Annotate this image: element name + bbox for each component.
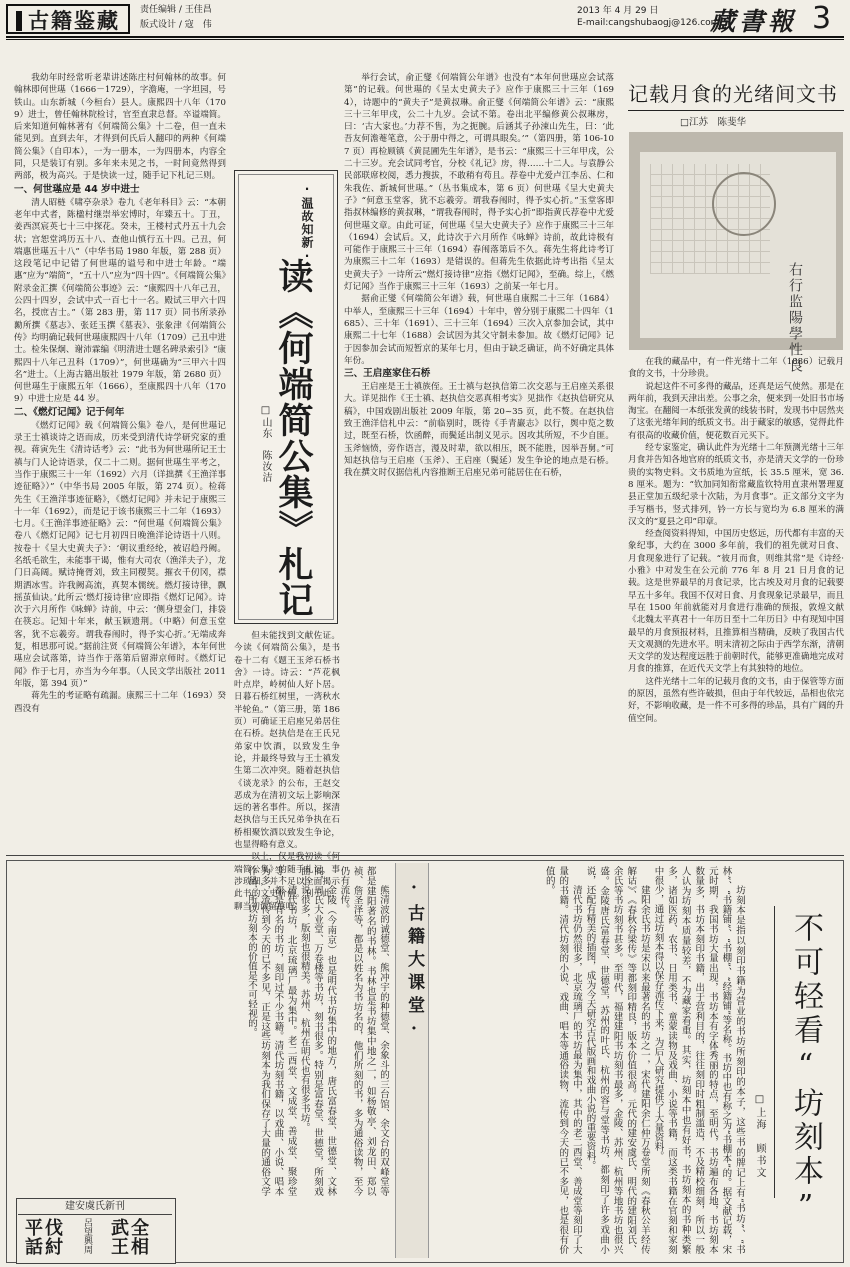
paragraph: 但未能找到文献佐证。今读《何端简公集》，是书卷十二有《题王玉斧石桥书舍》一诗。诗云：“芦花枫叶点岸，岭树仙人好卜居。日暮石桥红树里，一湾秋水半轮鱼。”（第三册，第 186 页）可确证王启座兄弟居住在石桥。赵执信是在王氏兄弟家中饮酒，以致发生争论，并最终导致与王士禛发生第二次冲突。随着赵执信《谈龙录》的公布，王赵交恶成为在清初文坛上影响深远的著名事件。所以，探清赵执信与王氏兄弟争执在石桥相聚饮酒以致发生争论，也显得略有意义。	[234, 631, 340, 851]
paragraph: 经专家鉴定，确认此件为光绪十二年预测光绪十三年月食并告知各地官府的纸质文书，亦是清天文学的一份珍贵的实物史料。文书质地为宣纸，长 35.5 厘米，宽 36.8 厘米。题为：“钦加同知衔常藏监钦特用直隶州署理夏县正堂加五级纪录十次陆，为月食事”。正文部分文字为手写楷书，竖式排列，钤一方长与宽均为 6.8 厘米的满汉文的“夏县之印”印章。	[628, 443, 844, 527]
illustration-header: 建安虞氏新刊	[18, 1200, 172, 1215]
bottom-left-text	[22, 866, 390, 1196]
section-name: 古籍鉴藏	[28, 9, 120, 33]
bottom-right-text	[434, 866, 746, 1254]
main-article-column-2	[344, 72, 614, 852]
issue-date: 2013 年 4 月 29 日	[577, 6, 659, 16]
side-article-title: 记载月食的光绪间文书	[628, 82, 838, 106]
classroom-title: ·古籍大课堂·	[404, 878, 424, 1045]
side-article-body	[628, 356, 844, 852]
paragraph: 王启座是王士禛族侄。王士禛与赵执信第二次交恶与王启座关系很大。详见拙作《王士禛、赵执信交恶真相考实》见拙作《赵执信研究从稿》，中国戏剧出版社 2009 年版，第 20~35 页，此不赘。在赵执信致王渔洋信札中云：“前临别时，既待《手青巖志》以行，舆中览之数过，既至石桥，饮函醉，而鬓延出制义见示。因攻其所短，不少自匪。玉斧恼愤，旁作语言，漫及时辈，欲以相压，既不能胜，因举吾舅。”可知赵执信与王启座（玉斧）、王启座（鬓延）发生争论的地点是石桥。我在撰文时仅据信札内容推断王启座兄弟可能居住在石桥，	[344, 382, 614, 479]
paragraph: 举行会试，俞正燮《何端简公年谱》也没有“本年何世璂应会试落第”的记载。何世璂的《呈太史黄夫子》应作于康熙三十三年（1694），诗题中的“黄夫子”是黄叔琳。俞正燮《何端简公年谱》云：“康熙三十三年甲戌，公二十九岁。会试不第。卷出北平编修黄公叔琳房，曰：‘古大家也。’力荐不售，为之扼腕。后涵其子孙涑山先生，曰：‘此吾友何澹菴笔意，公于册中得之，可谓具眼矣。’”（第四册，第 106-107 页）再检顾镇《黄昆圃先生年谱》，是书云：“康熙三十三年甲戌，公二十三岁。充会试同考官，分校《礼记》房，得……十二人。与袁静公民部联席校阅，悉力搜拔，不敢稍有苟且。荐卷中尤爱卢江李岳、仁和朱我佐、新城何世璂。”（丛书集成本，第 6 页）何世璂《呈大史黄夫子》“何意玉堂客，犹不忘羲旁。谓我春闱时，得予实心折。”玉堂客即指叔林编修的黄叔琳，“谓我春闱时，得予实心折”即指黄氏荐卷中尤爱何世璂文章。由此可证，何世璂《呈大史黄夫子》应作于康熙三十三年（1694）会试后。又，此诗次于六月所作《咏蝉》诗前，故此诗极有可能作于康熙三十三年（1694）春闱落第后不久。蒋先生将此诗考订为康熙三十二年（1693）是错误的。但蒋先生依据此诗考出指《呈太史黄夫子》一诗所云“燃灯接诗律”应指《燃灯记闻》，至确。综上，《燃灯记闻》当作于康熙三十三年（1693）之前某一年七月。	[344, 73, 614, 293]
main-article-column-3	[234, 630, 340, 912]
side-article-author: □江苏 陈斐华	[680, 117, 746, 128]
contact-email: E-mail:cangshubaogj@126.com	[577, 18, 720, 28]
bottom-divider	[6, 855, 844, 856]
paragraph: 据俞正燮《何端简公年谱》载，何世璂自康熙二十三年（1684）中举人，至康熙三十三年（1694）十年中，曾分别于康熙二十四年（1685）、三十年（1691）、三十三年（1694）三次入京参加会试，其中康熙二十七年（1688）会试因为其父守制未参加。故《燃灯记闻》记于因参加会试而短暂京的某年七月，但由于缺乏确证，尚不好确定具体年份。	[344, 294, 614, 366]
header-divider-thin	[6, 39, 844, 40]
paragraph: 金陵（今南京）也是明代书坊集中的地方，唐氏富春堂、世德堂、文林阁，周氏大业堂、万卷楼等书坊，刻书很多。特别是富春堂、世德堂，所刻戏曲小说很多，版刻也很精美。苏州、杭州在明代也有很多书坊。	[298, 866, 337, 1196]
title-underline	[628, 110, 844, 111]
main-article-author: □山东 陈汝洁	[260, 405, 271, 483]
paragraph: 清人昭梿《啸亭杂录》卷九《老年科目》云：“本朝老年中式者，陈楹村继崇举宏博时，年臻五十。丁丑，姜西溟宸英七十三中探花。癸未，王楼村式丹五十九会状；宫恕堂鸿历五十八、查他山慎行五十四。己丑，何端惠世璂五十八”（中华书局 1980 年版，第 288 页）这段笔记中记错了何世璂的谥号和中进士年龄。“端惠”应为“端简”，“五十八”应为“四十四”。《何端简公集》附录金汇撰《何端简公事迹》云：“康熙四十八年己丑，公四十四岁，会试中式一百七十一名。殿试三甲六十四名，授庶吉士。”（第 283 册，第 117 页）同书所录孙勷所撰《墓志》、张廷玉撰《墓表》、张象津《何端简公传》均明确记载何世璂康熙四十八年（1709）己丑中进士。检朱保炯、谢沛霖编《明清进士题名碑录索引》“康熙四十八年己丑科（1709）”，何世璂确为“三甲六十四名”进士。（上海古籍出版社 1979 年版，第 2680 页）何世璂生于康熙五年（1666），至康熙四十八年（1709）中进士应是 44 岁。	[14, 197, 226, 405]
bottom-article-title: 不可轻看“坊刻本”	[788, 912, 823, 1228]
main-article-title: 读《何端简公集》札记	[273, 258, 314, 618]
masthead-block-icon	[16, 11, 22, 31]
seal-stamp-icon	[712, 172, 776, 236]
illustration-title-right: 全相武王	[108, 1218, 149, 1256]
paragraph: 建阳余氏书坊是宋以来最著名的书坊之一，宋代建阳余仁仲万卷堂所刻《春秋公羊经传解诂》、《春秋谷梁传》等都刻印精良，版本价值很高。元代的建安虞氏、明代的建阳刘氏、余氏等书坊刻书甚多。至明代，福建建阳书坊刻书最多，金陵、苏州、杭州等地书坊也很兴盛。金陵唐氏富春堂、世德堂，苏州的叶氏、杭州的容与堂等书坊，都刻印了许多戏曲小说，还配有精美的插图，成为今天研究古代版画和戏曲小说的重要资料。	[584, 866, 650, 1254]
paragraph: 以上，仅是我初读《何端简公集》的随手札记，事涉琐细，并不足以全面揭示此书的文史价值。刊于此，聊当初读留痕吧。	[234, 852, 340, 912]
column-kicker: ·温故知新·	[300, 182, 314, 264]
editors-credit	[140, 3, 212, 33]
paragraph: 熊清波的诚德堂、熊冲宇的种德堂、余象斗的三台馆、余文台的双峰堂等都是建阳著名的书林。书林也是书坊集中地之一，如杨敬亭、刘龙田、郑以祯、詹圣泽等，都是以姓名为书坊名的，他们所刻的书，多为通俗读物，至今仍有流传。	[338, 866, 389, 1196]
paragraph: 清代书坊仍然很多，北京琉璃厂的书坊最为集中，其中的老二酉堂、善成堂等刻印了大量的书籍。清代坊刻的小说、戏曲、唱本等通俗读物，流传到今天的已不多见，也是很有价值的。	[543, 866, 582, 1254]
section-masthead	[6, 4, 130, 34]
designer-line: 版式设计 / 寇 伟	[140, 20, 212, 30]
paragraph: 蒋先生的考证略有疏漏。康熙三十二年（1693）癸酉没有	[14, 691, 226, 714]
illustration-title-left: 伐紂平話	[22, 1218, 63, 1256]
paragraph: 我幼年时经常听老辈讲述陈庄村何翰林的故事。何翰林即何世璂（1666－1729），字澹庵，一字坦园，号铁山。山东新城（今桓台）县人。康熙四十八年（1709）进士，曾任翰林院检讨，官至直隶总督。卒谥端简。后来知道何翰林著有《何端简公集》十二卷，但一直未能见到。直到去年，才得到何氏后人翻印的两种《何端简公集》（自印本），一为一册本，一为四册本，内容全同，只是装订有别。多年来未见之书，一时间竟然得到两部，极为高兴。于是快读一过，随手记下札记三则。	[14, 73, 226, 182]
main-article-column-1	[14, 72, 226, 852]
paragraph: 《燃灯记闻》载《何端简公集》卷八，是何世璂记录王士禛谈诗之语而成，历来受到清代诗学研究家的重视。蒋寅先生《清诗话考》云：“此书为何世璂所记王士禛与门人论诗语录，仅二十二则。据何世璂生平考之，当作于康熙三十一年（1692）六月（详拙撰《王渔洋事迹征略》）”（中华书局 2005 年版，第 274 页）。检蒋先生《王渔洋事迹征略》，《燃灯记闻》并未记于康熙三十一年（1692），而是记于该书康熙三十二年（1693）七月。《王渔洋事迹征略》云：“何世璂《何端简公集》卷八《燃灯记闻》记七月初四日晚渔洋论诗语十八则。按卷十《呈大史黄夫子》：‘朝议重经纶，被诏趋丹阙。名纸毛欲生，未能事干谒，惟有大司农（渔洋夫子），龙门日高阔。赋诗掩胥刘，致主同稷契。摧衣千仞冈，襟期洒冰雪。许我阙高流，真契本儒统。燃灯接诗律，飘摇茧仙诀。’此所云‘燃灯接诗律’应即指《燃灯记闻》。诗次于六月所作《咏蝉》诗前，中云：‘侧身望金门，排袋在筷忘。记知十年来，献玉颖遗荆。（中略）何意玉堂客，犹不忘羲旁。谓我春闱时，得予实心折。’无端成奔复，相思那可说。”据前注贤《何端简公年谱》，本年何世璂应会试落第，诗当作于落第后留滞京师时。《燃灯记闻》作于七月，亦当为今年事。（人民文学出版社 2011 年版，第 394 页）”	[14, 420, 226, 689]
bottom-article-author: □上海 顾书文	[754, 1094, 765, 1179]
section-heading-1: 一、何世璂应是 44 岁中进士	[14, 183, 140, 195]
section-heading-2: 二、《燃灯记闻》记于何年	[14, 406, 125, 418]
paragraph: 坊刻本是指以刻印书籍为营业的书坊所刻印的本子，这些书的牌记上有“书坊”、“书林”、“书籍铺”、“书棚”、“经籍铺”等名称。书坊中也有称之为“书棚本”的。据文献记载，宋元时期，我国书坊大量出现，书坊本有字体秀丽的特点，至明代，书坊遍布各地，书坊刻本数量多，书坊本刻印书籍，出于营利目的，往往刻印时粗制滥造，不及精校细刻，所以一般人认为坊刻本质量较差，不为藏家看重。其实，坊刻本中也有好书，书坊刻本的书种类繁多，诸如医药、农书、日用类书、童蒙读物及戏曲、小说等书籍，而这类书籍在官刻和家刻中很少，通过坊刻本得以保存流传下来，为后人研究提供了大量资料。	[652, 866, 745, 1254]
paragraph: 清代书坊，北京琉璃厂最为集中。老二酉堂、文成堂、善成堂、聚珍堂等，都是有名的书坊，刻印过不少书籍。清代坊刻书籍，以戏曲、小说、唱本为多，流传到今天的已不多见，正是这些坊刻本为我们保存了大量的通俗文学作品，所以坊刻本的价值是不可轻视的。	[245, 866, 297, 1196]
page-number: 3	[812, 1, 832, 36]
paragraph: 经查阅资料得知，中国历史悠远，历代都有丰富的天象纪事，大约在 3000 多年前，我们的祖先就对日食、月食现象进行了记载。“彼月而食，则维其常”是《诗经·小雅》中对发生在公元前 776 年 8 月 21 日月食的记载。这是世界最早的月食记录，比古埃及对月食的记载要早五十多年。我国不仅对日食、月食现象记录最早，而且早在 1500 年前就能对月食进行准确的预报，敦煌文献《北魏太平真君十一年历日至十二年历日》中有现知中国最早的月食预报材料，且推算相当精确，反映了我国古代天文观测的先进水平。明末清初之际由于西学东渐，清朝天文学的发达程度远胜于前朝时代，能够更准确地完成对月食的推算，在近代天文学上有其独特的地位。	[628, 529, 844, 675]
section-heading-3: 三、王启座家住石桥	[344, 368, 431, 380]
paragraph: 说起这件不可多得的藏品，还真是运气使然。那是在两年前，我到天津出差。公事之余，便来到一处旧书市场淘宝。在翻阅一本纸张发黄的线装书时，发现书中居然夹了这张光绪年间的纸质文书。出于藏家的敏感，觉得此件有很高的收藏价值，便花数百元买下。	[628, 381, 844, 441]
title-rule	[774, 906, 775, 1198]
newspaper-name: 藏書報	[710, 7, 798, 36]
editor-line: 责任编辑 / 王佳昌	[140, 5, 212, 15]
document-photo-text: 右行监陽學性良	[787, 262, 803, 374]
paragraph: 这件光绪十二年的记载月食的文书，由于保管等方面的原因，虽然有些许破损，但由于年代较远，品相也依完好，不影响收藏，是一件不可多得的珍品，具有广阔的升值空间。	[628, 676, 844, 724]
illustration-subtitle: 呂望興周	[82, 1218, 92, 1254]
header-divider	[6, 36, 844, 38]
paragraph: 在我的藏品中，有一件光绪十二年（1886）记载月食的文书，十分珍贵。	[628, 357, 844, 380]
